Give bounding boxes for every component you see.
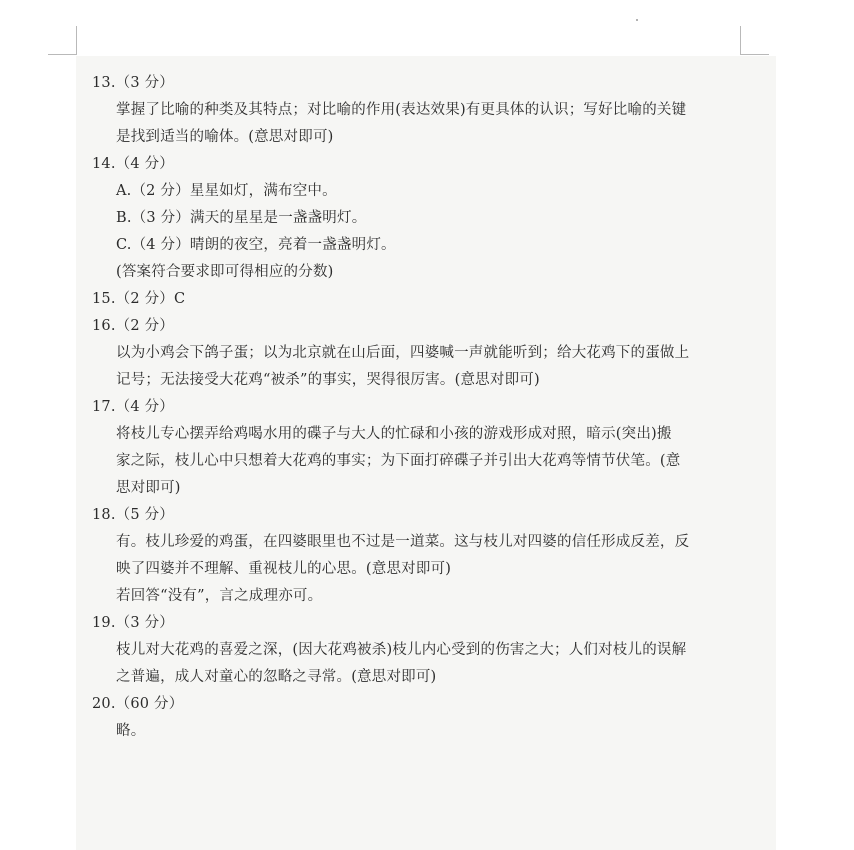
answer-17-line-2: 家之际，枝儿心中只想着大花鸡的事实；为下面打碎碟子并引出大花鸡等情节伏笔。(意: [116, 453, 681, 469]
question-15-answer: 15.（2 分）C: [92, 291, 186, 307]
answer-14-option-a: A.（2 分）星星如灯，满布空中。: [116, 183, 337, 199]
answer-13-line-2: 是找到适当的喻体。(意思对即可): [116, 129, 334, 145]
scan-speck: [636, 19, 638, 21]
answer-17-line-3: 思对即可): [116, 480, 181, 496]
question-20-header: 20.（60 分）: [92, 696, 184, 712]
question-17-header: 17.（4 分）: [92, 399, 174, 415]
answer-18-line-2: 映了四婆并不理解、重视枝儿的心思。(意思对即可): [116, 561, 452, 577]
question-14-header: 14.（4 分）: [92, 156, 174, 172]
answer-19-line-1: 枝儿对大花鸡的喜爱之深，(因大花鸡被杀)枝儿内心受到的伤害之大；人们对枝儿的误解: [116, 642, 687, 658]
question-13-header: 13.（3 分）: [92, 75, 174, 91]
answer-17-line-1: 将枝儿专心摆弄给鸡喝水用的碟子与大人的忙碌和小孩的游戏形成对照，暗示(突出)搬: [116, 426, 672, 442]
crop-mark-top-left: [48, 26, 77, 55]
question-16-header: 16.（2 分）: [92, 318, 174, 334]
answer-18-line-1: 有。枝儿珍爱的鸡蛋，在四婆眼里也不过是一道菜。这与枝儿对四婆的信任形成反差，反: [116, 534, 690, 550]
answer-18-line-3: 若回答“没有”，言之成理亦可。: [116, 588, 323, 604]
answer-20-line-1: 略。: [116, 723, 146, 739]
answer-14-option-c: C.（4 分）晴朗的夜空，亮着一盏盏明灯。: [116, 237, 396, 253]
answer-19-line-2: 之普遍，成人对童心的忽略之寻常。(意思对即可): [116, 669, 437, 685]
answer-13-line-1: 掌握了比喻的种类及其特点；对比喻的作用(表达效果)有更具体的认识；写好比喻的关键: [116, 102, 687, 118]
question-19-header: 19.（3 分）: [92, 615, 174, 631]
question-18-header: 18.（5 分）: [92, 507, 174, 523]
answer-14-note: (答案符合要求即可得相应的分数): [116, 264, 334, 280]
answer-16-line-2: 记号；无法接受大花鸡“被杀”的事实，哭得很厉害。(意思对即可): [116, 372, 540, 388]
answer-14-option-b: B.（3 分）满天的星星是一盏盏明灯。: [116, 210, 367, 226]
crop-mark-top-right: [740, 26, 769, 55]
answer-16-line-1: 以为小鸡会下鸽子蛋；以为北京就在山后面，四婆喊一声就能听到；给大花鸡下的蛋做上: [116, 345, 690, 361]
